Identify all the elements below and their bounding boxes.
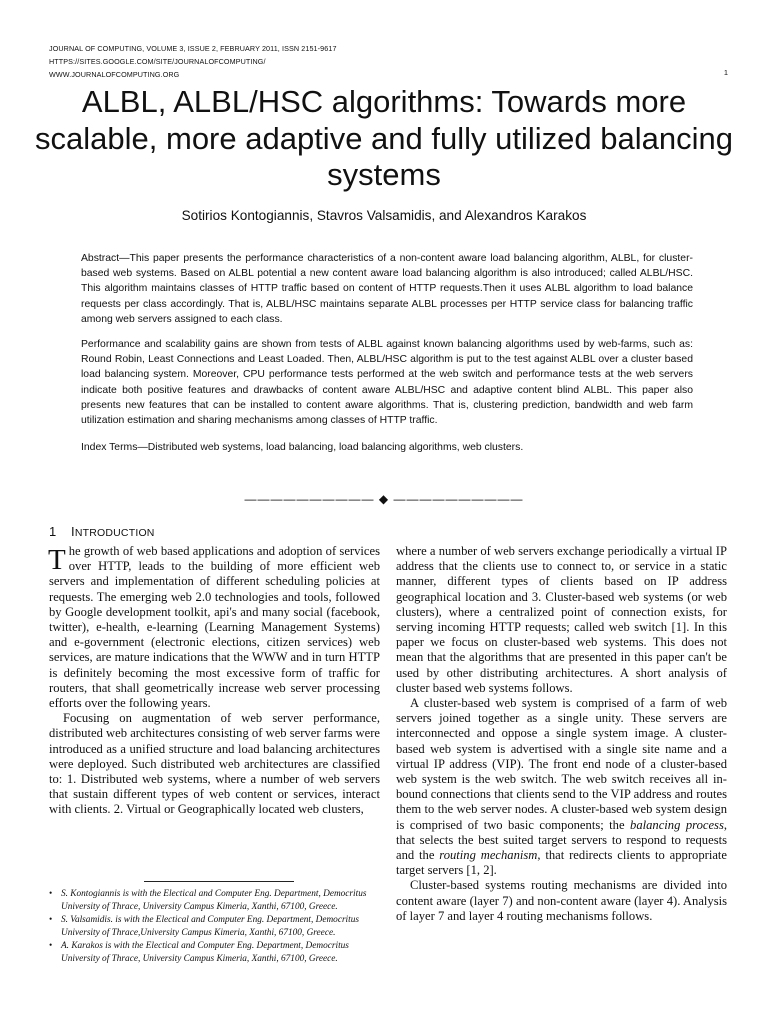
journal-header-line: JOURNAL OF COMPUTING, VOLUME 3, ISSUE 2, FEBRUARY 2011, ISSN 2151-9617 [49, 44, 337, 53]
body-paragraph [396, 696, 727, 878]
section-separator: —————————— ◆ —————————— [244, 492, 524, 506]
section-number: 1 [49, 524, 57, 539]
bullet-icon: • [49, 889, 53, 899]
paper-title: ALBL, ALBL/HSC algorithms: Towards more scalable, more adaptive and fully utilized balancing systems [35, 84, 733, 192]
abstract-label: Abstract [81, 253, 120, 264]
body-paragraph: Cluster-based systems routing mechanisms are divided into content aware (layer 7) and non-content aware (layer 4). Analysis of layer 7 and layer 4 routing mechanisms follows. [396, 878, 727, 923]
section-title-initial: I [71, 524, 75, 539]
emphasis-routing-mechanism: routing mechanism [439, 848, 538, 863]
emphasis-balancing-process: balancing process [630, 817, 724, 832]
footnotes [49, 888, 385, 966]
footnote-text: A. Karakos is with the Electical and Computer Eng. Department, Democritus University of Thrace, University Campus Kimeria, Xanthi, 67100, Greece. [61, 941, 349, 964]
journal-header-url: HTTPS://SITES.GOOGLE.COM/SITE/JOURNALOFCOMPUTING/ [49, 57, 266, 67]
body-text: he growth of web based applications and adoption of services over HTTP, leads to the building of more efficient web servers and implementation of different scheduling policies at requests. The emerging web 2.0 technologies and tools, followed by Google development toolkit, api's and many social (facebook, twitter), e-health, e-learning (Learning Management Systems) and e-government (electronic elections, citizen services) web services, are mature indications that the WWW and in turn HTTP is definitely becoming the most excessive form of traffic for routers, that shall geometrically increase web server processing efforts over the following years. [49, 544, 380, 711]
drop-cap: T [48, 544, 66, 576]
page-number: 1 [723, 68, 728, 77]
body-text: , that redirects clients to appropriate target servers [1, 2]. [396, 848, 727, 878]
index-terms [81, 440, 693, 455]
footnote-text: S. Valsamidis. is with the Electical and Computer Eng. Department, Democritus University of Thrace,University Campus Kimeria, Xanthi, 67100, Greece. [61, 915, 359, 938]
right-column [396, 544, 727, 924]
abstract-text: —This paper presents the performance characteristics of a non-content aware load balancing algorithm, ALBL, for cluster-based web systems. Based on ALBL potential a new content aware load balancing algorithm is also introduced; called ALBL/HSC. This algorithm maintains classes of HTTP traffic based on content of HTTP requests.Then it uses ALBL algorithm to load balance requests per class accordingly. That is, ALBL/HSC maintains separate ALBL processes per HTTP service class for balancing traffic among web servers assigned to each class. [81, 253, 693, 325]
bullet-icon: • [49, 941, 53, 951]
paper-authors: Sotirios Kontogiannis, Stavros Valsamidis, and Alexandros Karakos [181, 208, 587, 223]
abstract [81, 251, 693, 327]
section-heading [49, 524, 155, 539]
journal-header [49, 42, 729, 82]
abstract-paragraph-2: Performance and scalability gains are shown from tests of ALBL against known balancing algorithms used by web-farms, such as: Round Robin, Least Connections and Least Loaded. Then, ALBL/HSC algorithm is put to the test against ALBL over a cluster based load balancing system. Moreover, CPU performance tests performed at the web switch and performance tests at the web servers indicate both positive features and drawbacks of content aware ALBL/HSC and adaptive content blind ALBL. This paper also presents new features that can be installed to content aware algorithms. That is, clustering prediction, bandwidth and web farm utilization estimation and sharing mechanisms among classes of HTTP traffic. [81, 339, 693, 427]
body-text: , that selects the best suited target servers to respond to requests and the [396, 817, 727, 863]
body-paragraph [49, 544, 380, 711]
footnote-item [49, 914, 385, 939]
left-column [49, 544, 380, 818]
journal-header-site: WWW.JOURNALOFCOMPUTING.ORG [49, 70, 180, 80]
bullet-icon: • [49, 915, 53, 925]
index-terms-text: —Distributed web systems, load balancing, load balancing algorithms, web clusters. [137, 442, 524, 453]
section-title-rest: NTRODUCTION [74, 527, 155, 539]
index-terms-label: Index Terms [81, 442, 138, 453]
footnote-item [49, 888, 385, 913]
footnote-divider [144, 881, 294, 882]
body-paragraph: Focusing on augmentation of web server performance, distributed web architectures consisting of web server farms were introduced as a unified structure and load balancing architectures were deployed. Such distributed web architectures are classified to: 1. Distributed web systems, where a number of web servers that sustain different types of web content or services, interact with clients. 2. Virtual or Geographically located web clusters, [49, 711, 380, 817]
footnote-text: S. Kontogiannis is with the Electical and Computer Eng. Department, Democritus University of Thrace, University Campus Kimeria, Xanthi, 67100, Greece. [61, 889, 367, 912]
footnote-item [49, 940, 385, 965]
body-paragraph: where a number of web servers exchange periodically a virtual IP address that the clients use to connect to, or service in a static manner, different types of clients based on IP address geographical location and 3. Cluster-based web systems (or web clusters), where a centralized point of connection exists, for serving incoming HTTP requests; called web switch [1]. In this paper we focus on cluster-based web systems. This does not mean that the algorithms that are presented in this paper can't be used by other distributing architectures. A short analysis of cluster based web systems follows. [396, 544, 727, 695]
body-text: A cluster-based web system is comprised of a farm of web servers joined together as a single unity. These servers are interconnected and oppose a single system image. A cluster-based web system is advertised with a single site name and a virtual IP address (VIP). The front end node of a cluster-based web system is the web switch. The web switch receives all in-bound connections that clients send to the VIP address and routes them to the web server nodes. A cluster-based web system design is comprised of two basic components; the [396, 696, 727, 832]
